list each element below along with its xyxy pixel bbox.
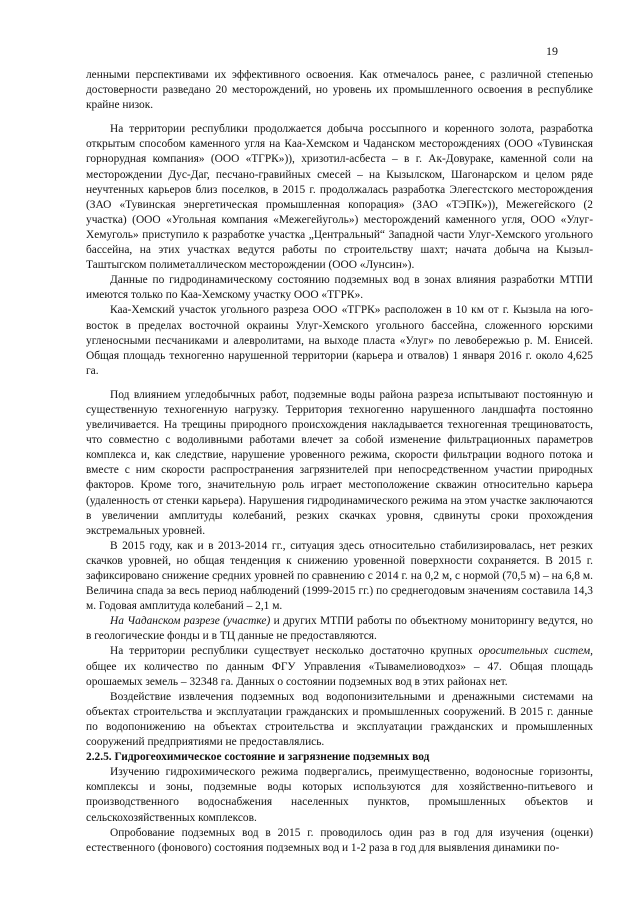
paragraph-hydrochemical-regime: Изучению гидрохимического режима подвергались, преимущественно, водоносные горизонты, комплексы и зоны, подземные воды которых используются для хозяйственно-питьевого и производственного водоснабжения населенных пунктов, промышленных объектов и сельскохозяйственных комплексов. — [86, 766, 593, 824]
chadan-site-text: и других МТПИ работы по объектному мониторингу ведутся, но в геологические фонды и в ТЦ данные не предоставляются. — [86, 615, 593, 643]
paragraph-technogenic-impact: Под влиянием угледобычных работ, подземные воды района разреза испытывают постоянную и существенную техногенную нагрузку. Территория техногенно нарушенного ландшафта постоянно увеличивается. На трещины природного происхождения накладывается техногенная трещиноватость, что совместно с водоливными работами влечет за собой изменение фильтрационных параметров комплекса и, как следствие, нарушение уровенного режима, скорости фильтрации водного потока и вместе с ним скорости распространения загрязнителей при непосредственном участии природных факторов. Кроме того, значительную роль играет местоположение скважин относительно карьера (удаленность от стенки карьера). Нарушения гидродинамического режима на этом участке заключаются в увеличении амплитуды колебаний, резких скачках уровня, сдвинуты сроки прохождения экстремальных уровней. — [86, 388, 593, 537]
paragraph-mining-activities: На территории республики продолжается добыча россыпного и коренного золота, разработка открытым способом каменного угля на Каа-Хемском и Чаданском месторождениях (ООО «Тувинская горнорудная компания» (ООО «ТГРК»)), хризотил-асбеста – в г. Ак-Довураке, каменной соли на месторождении Дус-Даг, песчано-гравийных смесей – на Кызылском, Шагонарском и целом ряде неучтенных карьеров близ поселков, в 2015 г. продолжалась разработка Элегестского месторождения (ЗАО «Тувинская энергетическая промышленная копорация» (ЗАО «ТЭПК»)), Межегейского (2 участка) (ООО «Угольная компания «Межегейуголь») месторождений каменного угля, ООО «Улуг-Хемуголь» приступило к разработке участка „Центральный“ Западной части Улуг-Хемского угольного бассейна, на этих участках ведутся работы по строительству шахт; начата добыча на Кызыл-Таштыгском полиметаллическом месторождении (ООО «Лунсин»). — [86, 123, 593, 272]
paragraph-hydrodynamic-data: Данные по гидродинамическому состоянию подземных вод в зонах влияния разработки МТПИ имеются только по Каа-Хемскому участку ООО «ТГРК». — [86, 274, 593, 302]
page-body — [86, 68, 593, 856]
paragraph-continuation: ленными перспективами их эффективного освоения. Как отмечалось ранее, с различной степенью достоверности разведано 20 месторождений, но уровень их промышленного освоения в республике крайне низок. — [86, 69, 593, 112]
chadan-site-italic: На Чаданском разрезе (участке) — [110, 615, 271, 628]
irrigation-text-start: На территории республики существует несколько достаточно крупных — [110, 645, 479, 658]
paragraph-sampling: Опробование подземных вод в 2015 г. проводилось один раз в год для изучения (оценки) естественного (фонового) состояния подземных вод и 1-2 раза в год для выявления динамики по- — [86, 826, 593, 854]
irrigation-text-rest: общее их количество по данным ФГУ Управления «Тывамелиоводхоз» – 47. Общая площадь орошаемых земель – 32348 га. Данных о состоянии подземных вод в этих районах нет. — [86, 660, 593, 688]
paragraph-kaa-khem-site: Каа-Хемский участок угольного разреза ООО «ТГРК» расположен в 10 км от г. Кызыла на юго-восток в пределах восточной окраины Улуг-Хемского угольного бассейна, сложенного юрскими угленосными песчаниками и алевролитами, на выходе пласта «Улуг» по левобережью р. М. Енисей. Общая площадь техногенно нарушенной территории (карьера и отвалов) 1 января 2016 г. около 4,625 га. — [86, 304, 593, 377]
section-heading: 2.2.5. Гидрогеохимическое состояние и загрязнение подземных вод — [86, 751, 430, 764]
paragraph-chadan-site — [86, 614, 593, 644]
page-number: 19 — [546, 44, 558, 58]
paragraph-dewatering: Воздействие извлечения подземных вод водопонизительными и дренажными системами на объектах строительства и эксплуатации гражданских и промышленных сооружений. В 2015 г. данные по водопонижению на объектах строительства и эксплуатации гражданских и промышленных сооружений предприятиями не предоставлялись. — [86, 690, 593, 749]
paragraph-irrigation — [86, 644, 593, 689]
irrigation-italic: оросительных систем, — [478, 645, 593, 658]
paragraph-2015-levels: В 2015 году, как и в 2013-2014 гг., ситуация здесь относительно стабилизировалась, нет резких скачков уровней, но общая тенденция к снижению уровенной поверхности сохраняется. В 2015 г. зафиксировано снижение средних уровней по сравнению с 2014 г. на 0,2 м, с нормой (70,5 м) – на 6,8 м. Величина спада за весь период наблюдений (1999-2015 гг.) по среднегодовым значениям составила 14,3 м. Годовая амплитуда колебаний – 2,1 м. — [86, 539, 593, 613]
